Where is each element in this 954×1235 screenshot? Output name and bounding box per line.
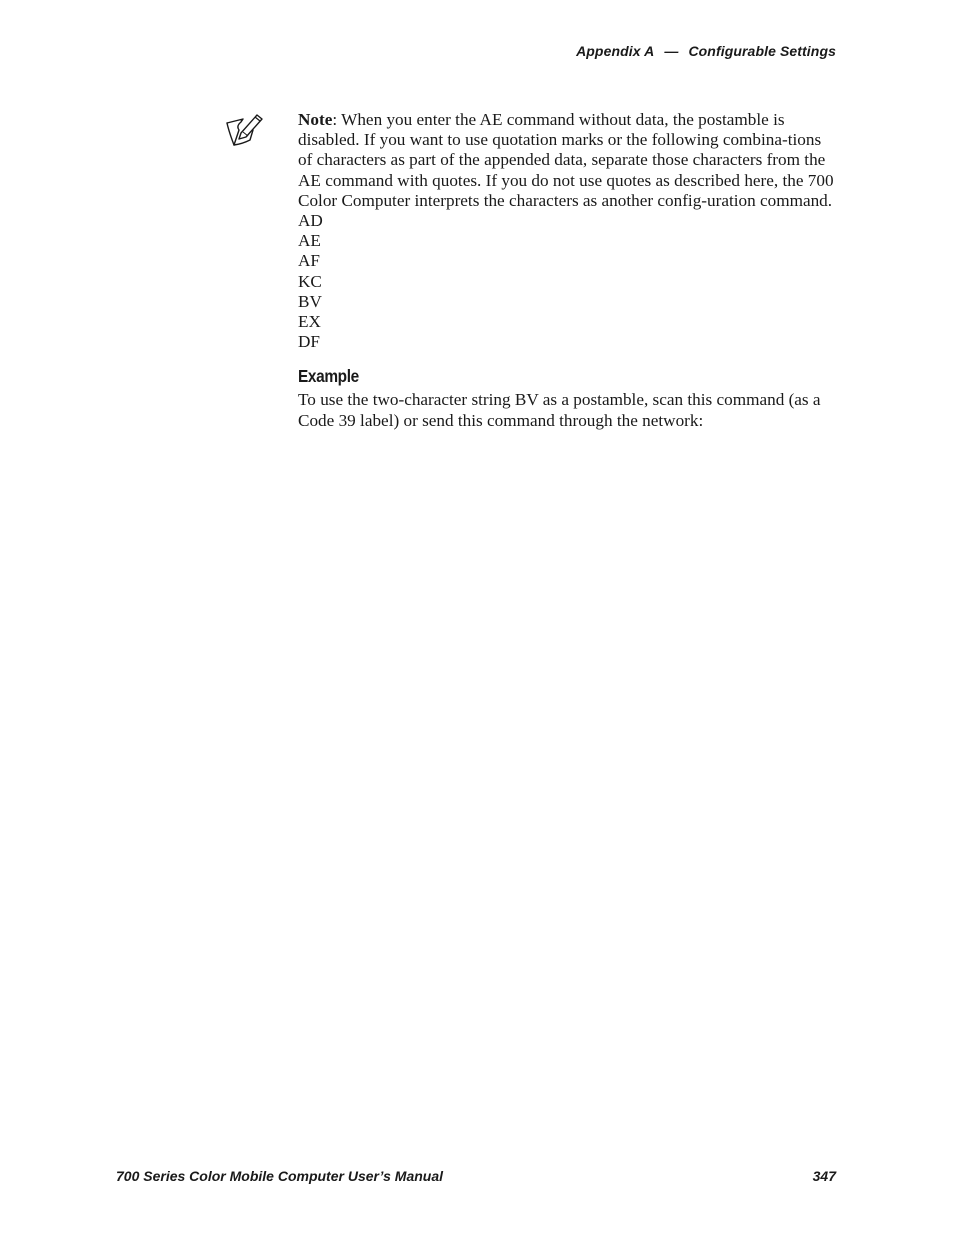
list-item: AD [298,211,323,231]
page-number: 347 [812,1168,836,1184]
list-item: KC [298,271,322,291]
note-text: : When you enter the AE command without data, the postamble is disabled. If you want to use quotation marks or the following combina-tions of characters as part of the appended data, separate those characters from the AE command with quotes. If you do not use quotes as described here, the 700 Color Computer interprets the characters as another config-uration command. [298,110,834,210]
header-section: Configurable Settings [688,43,836,59]
note-paragraph [298,110,838,211]
list-item: BV [298,291,322,311]
note-pencil-icon [224,110,266,152]
note-label: Note [298,110,333,129]
list-item: AE [298,231,321,251]
running-footer [116,1168,836,1184]
list-item: AF [298,251,320,271]
example-paragraph: To use the two-character string BV as a postamble, scan this command (as a Code 39 label) or send this command through the network: [298,390,821,430]
reserved-code-list [298,211,838,352]
running-header [576,43,836,59]
list-item: DF [298,332,320,352]
section-heading: Example [298,366,359,387]
header-chapter: Appendix A [576,43,655,59]
page-content [298,110,838,431]
footer-title: 700 Series Color Mobile Computer User’s Manual [116,1168,444,1184]
header-separator: — [664,43,679,59]
list-item: EX [298,312,321,332]
